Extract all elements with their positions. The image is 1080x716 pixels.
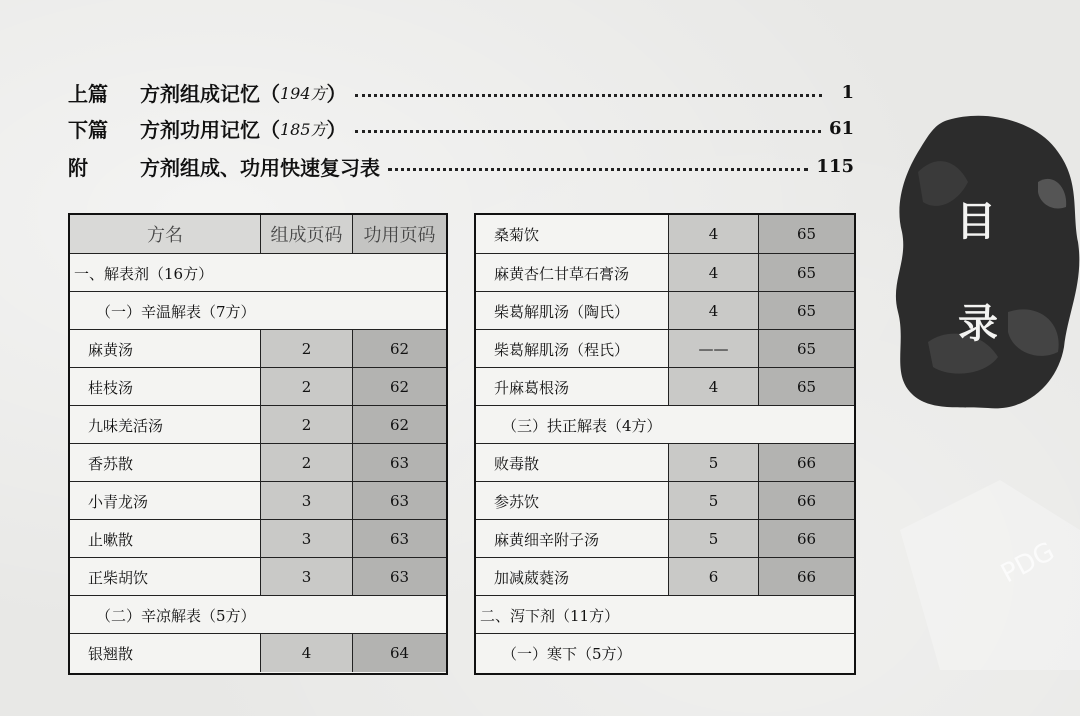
table-row[interactable] — [70, 519, 446, 558]
formula-name: 桑菊饮 — [476, 215, 668, 253]
toc-title: 方剂组成、功用快速复习表 — [140, 155, 380, 180]
table-row[interactable] — [70, 367, 446, 406]
formula-name: 小青龙汤 — [70, 482, 260, 520]
table-row[interactable] — [70, 481, 446, 520]
emblem-char-lu: 录 — [958, 301, 998, 347]
table-row[interactable] — [476, 519, 854, 558]
formula-name: 败毒散 — [476, 444, 668, 482]
toc-part-label: 上篇 — [68, 81, 108, 106]
table-header-row — [70, 215, 446, 253]
compose-page-number: —— — [668, 330, 758, 368]
toc-close: ） — [326, 81, 347, 106]
header-formula-name: 方名 — [70, 215, 260, 253]
subsection-header-row[interactable] — [70, 595, 446, 634]
section-header-row[interactable] — [70, 253, 446, 292]
table-row[interactable] — [70, 405, 446, 444]
toc-leader — [355, 94, 822, 97]
formula-name: 麻黄细辛附子汤 — [476, 520, 668, 558]
compose-page-number: 4 — [668, 292, 758, 330]
toc-leader — [388, 168, 808, 171]
function-page-number: 66 — [758, 520, 854, 558]
compose-page-number: 5 — [668, 444, 758, 482]
function-page-number: 66 — [758, 558, 854, 596]
function-page-number: 65 — [758, 368, 854, 406]
formula-name: 银翘散 — [70, 634, 260, 672]
function-page-number: 63 — [352, 558, 446, 596]
compose-page-number: 2 — [260, 406, 352, 444]
toc-line-part1[interactable] — [68, 78, 854, 106]
formula-name: 加减葳蕤汤 — [476, 558, 668, 596]
toc-part-label: 下篇 — [68, 117, 108, 142]
toc-page: 115 — [816, 155, 854, 177]
function-page-number: 65 — [758, 215, 854, 253]
function-page-number: 63 — [352, 444, 446, 482]
table-row[interactable] — [70, 633, 446, 672]
table-row[interactable] — [70, 329, 446, 368]
category-label: （一）辛温解表（7方） — [70, 292, 446, 330]
ink-blot-emblem — [888, 112, 1080, 422]
formula-name: 柴葛解肌汤（程氏） — [476, 330, 668, 368]
function-page-number: 62 — [352, 330, 446, 368]
table-row[interactable] — [476, 557, 854, 596]
toc-note: 194方 — [280, 83, 327, 103]
compose-page-number: 2 — [260, 330, 352, 368]
table-row[interactable] — [476, 253, 854, 292]
table-row[interactable] — [476, 329, 854, 368]
left-formula-table — [68, 213, 448, 675]
compose-page-number: 4 — [668, 215, 758, 253]
function-page-number: 62 — [352, 406, 446, 444]
formula-name: 正柴胡饮 — [70, 558, 260, 596]
header-compose-page: 组成页码 — [260, 215, 352, 253]
function-page-number: 62 — [352, 368, 446, 406]
watermark-text: PDG — [996, 536, 1060, 590]
compose-page-number: 4 — [668, 368, 758, 406]
right-formula-table — [474, 213, 856, 675]
table-row[interactable] — [476, 443, 854, 482]
table-row[interactable] — [476, 291, 854, 330]
toc-note: 185方 — [280, 119, 327, 139]
toc-close: ） — [326, 117, 347, 142]
formula-name: 香苏散 — [70, 444, 260, 482]
compose-page-number: 3 — [260, 558, 352, 596]
formula-name: 麻黄汤 — [70, 330, 260, 368]
formula-name: 桂枝汤 — [70, 368, 260, 406]
subsection-header-row[interactable] — [476, 633, 854, 672]
function-page-number: 65 — [758, 330, 854, 368]
table-row[interactable] — [476, 215, 854, 253]
compose-page-number: 2 — [260, 368, 352, 406]
compose-page-number: 2 — [260, 444, 352, 482]
subsection-header-row[interactable] — [70, 291, 446, 330]
formula-name: 升麻葛根汤 — [476, 368, 668, 406]
function-page-number: 66 — [758, 482, 854, 520]
toc-title: 方剂功用记忆（ — [140, 117, 280, 142]
category-label: 二、泻下剂（11方） — [476, 596, 854, 634]
subsection-header-row[interactable] — [476, 405, 854, 444]
header-function-page: 功用页码 — [352, 215, 446, 253]
function-page-number: 65 — [758, 254, 854, 292]
toc-page: 1 — [841, 81, 854, 103]
formula-name: 止嗽散 — [70, 520, 260, 558]
function-page-number: 66 — [758, 444, 854, 482]
toc-leader — [355, 130, 821, 133]
compose-page-number: 4 — [668, 254, 758, 292]
formula-name: 柴葛解肌汤（陶氏） — [476, 292, 668, 330]
emblem-char-mu: 目 — [956, 199, 996, 245]
table-row[interactable] — [476, 481, 854, 520]
table-row[interactable] — [70, 443, 446, 482]
function-page-number: 65 — [758, 292, 854, 330]
formula-name: 九味羌活汤 — [70, 406, 260, 444]
compose-page-number: 3 — [260, 520, 352, 558]
formula-name: 参苏饮 — [476, 482, 668, 520]
table-row[interactable] — [476, 367, 854, 406]
function-page-number: 64 — [352, 634, 446, 672]
compose-page-number: 5 — [668, 520, 758, 558]
category-label: （三）扶正解表（4方） — [476, 406, 854, 444]
function-page-number: 63 — [352, 482, 446, 520]
table-row[interactable] — [70, 557, 446, 596]
compose-page-number: 5 — [668, 482, 758, 520]
category-label: （二）辛凉解表（5方） — [70, 596, 446, 634]
category-label: （一）寒下（5方） — [476, 634, 854, 672]
toc-title: 方剂组成记忆（ — [140, 81, 280, 106]
toc-page: 61 — [828, 117, 854, 139]
compose-page-number: 3 — [260, 482, 352, 520]
pdg-watermark — [880, 470, 1080, 670]
toc-line-part2[interactable] — [68, 114, 854, 142]
compose-page-number: 4 — [260, 634, 352, 672]
formula-name: 麻黄杏仁甘草石膏汤 — [476, 254, 668, 292]
watermark-shape — [880, 470, 1080, 670]
compose-page-number: 6 — [668, 558, 758, 596]
section-header-row[interactable] — [476, 595, 854, 634]
toc-line-appendix[interactable] — [68, 152, 854, 180]
toc-part-label: 附 — [68, 155, 88, 180]
category-label: 一、解表剂（16方） — [70, 254, 446, 292]
function-page-number: 63 — [352, 520, 446, 558]
